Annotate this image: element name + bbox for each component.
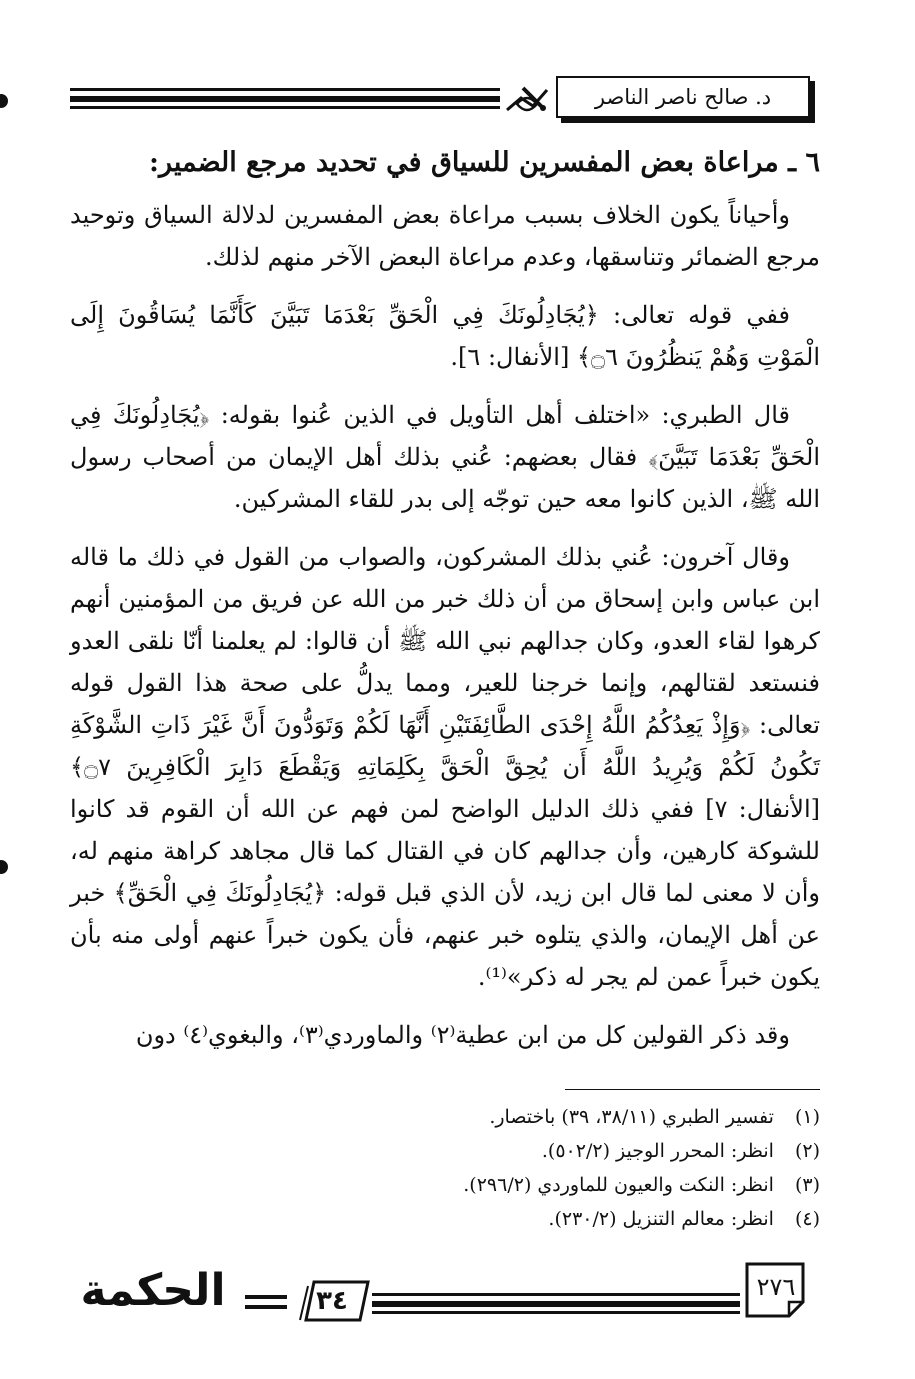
section-heading: ٦ ـ مراعاة بعض المفسرين للسياق في تحديد مرجع الضمير: <box>148 147 820 178</box>
paragraph-other-opinion: وقال آخرون: عُني بذلك المشركون، والصواب من القول في ذلك ما قاله ابن عباس وابن إسحاق من أن ذلك خبر من الله عن فريق من المؤمنين أنهم كرهوا لقاء العدو، وكان جدالهم نبي الله ﷺ أن قالوا: لم يعلمنا أنّا نلقى العدو فنستعد لقتالهم، وإنما خرجنا للعير، ومما يدلُّ على صحة هذا القول قوله تعالى: ﴿وَإِذْ يَعِدُكُمُ اللَّهُ إِحْدَى الطَّائِفَتَيْنِ أَنَّهَا لَكُمْ وَتَوَدُّونَ أَنَّ غَيْرَ ذَاتِ الشَّوْكَةِ تَكُونُ لَكُمْ وَيُرِيدُ اللَّهُ أَن يُحِقَّ الْحَقَّ بِكَلِمَاتِهِ وَيَقْطَعَ دَابِرَ الْكَافِرِينَ ۝٧﴾ [الأنفال: ٧] ففي ذلك الدليل الواضح لمن فهم عن الله أن القوم قد كانوا للشوكة كارهين، وأن جدالهم كان في القتال كما قال مجاهد كراهة منهم له، وأن لا معنى لما قال ابن زيد، لأن الذي قبل قوله: ﴿يُجَادِلُونَكَ فِي الْحَقِّ﴾ خبر عن أهل الإيمان، والذي يتلوه خبر عنهم، فأن يكون خبراً عنهم أولى منه بأن يكون خبراً عمن لم يجر له ذكر»⁽¹⁾. <box>70 543 820 991</box>
paragraph-tabari-quote: قال الطبري: «اختلف أهل التأويل في الذين عُنوا بقوله: ﴿يُجَادِلُونَكَ فِي الْحَقِّ بَعْدَمَا تَبَيَّنَ﴾ فقال بعضهم: عُني بذلك أهل الإيمان من أصحاب رسول الله ﷺ، الذين كانوا معه حين توجّه إلى بدر للقاء المشركين. <box>70 401 820 513</box>
journal-logo: الحكمة <box>80 1265 226 1316</box>
footnote-text: تفسير الطبري (٣٨/١١، ٣٩) باختصار. <box>489 1106 774 1128</box>
footnote-number: (٤) <box>794 1208 820 1230</box>
footnote-number: (٢) <box>794 1140 820 1162</box>
footnote-item <box>300 1134 820 1168</box>
footnote-text: انظر: النكت والعيون للماوردي (٢٩٦/٢). <box>463 1174 774 1196</box>
paragraph-intro: وأحياناً يكون الخلاف بسبب مراعاة بعض المفسرين لدلالة السياق وتوحيد مرجع الضمائر وتناسقها، وعدم مراعاة البعض الآخر منهم لذلك. <box>70 201 820 271</box>
paragraph-verse-anfal-6: ففي قوله تعالى: ﴿يُجَادِلُونَكَ فِي الْحَقِّ بَعْدَمَا تَبَيَّنَ كَأَنَّمَا يُسَاقُونَ إِلَى الْمَوْتِ وَهُمْ يَنظُرُونَ ۝٦﴾ [الأنفال: ٦]. <box>70 301 820 371</box>
author-header-box <box>556 76 810 118</box>
footnote-text: انظر: معالم التنزيل (٢٣٠/٢). <box>548 1208 774 1230</box>
pen-in-hand-icon <box>503 78 553 118</box>
header-rule <box>70 88 500 118</box>
binding-dot-middle <box>0 860 8 874</box>
issue-number: ٣٤ <box>316 1286 348 1316</box>
footnote-divider <box>565 1089 820 1090</box>
page-number: ٢٧٦ <box>756 1273 796 1301</box>
footnote-item <box>300 1202 820 1236</box>
binding-dot-top <box>0 94 8 108</box>
paragraph-continuation: وقد ذكر القولين كل من ابن عطية⁽٢⁾ والماوردي⁽٣⁾، والبغوي⁽٤⁾ دون <box>135 1021 790 1049</box>
footnotes-list <box>300 1100 820 1236</box>
footer-rule-right <box>372 1293 740 1317</box>
article-body <box>70 140 820 1072</box>
footnote-item <box>300 1100 820 1134</box>
footnote-number: (٣) <box>794 1174 820 1196</box>
footnote-number: (١) <box>794 1106 820 1128</box>
author-name: د. صالح ناصر الناصر <box>594 85 772 109</box>
footer-rule-left <box>245 1295 287 1315</box>
footnote-item <box>300 1168 820 1202</box>
footnote-text: انظر: المحرر الوجيز (٥٠٢/٢). <box>541 1140 774 1162</box>
